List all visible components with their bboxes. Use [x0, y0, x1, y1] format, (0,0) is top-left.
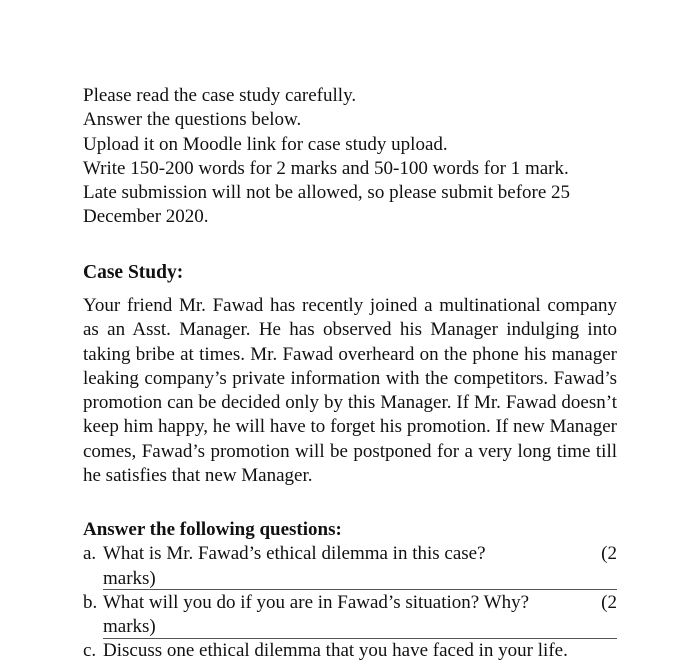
question-letter: a. [83, 543, 97, 565]
questions-section [83, 518, 617, 664]
question-marks-cont: marks) [103, 567, 156, 589]
questions-heading: Answer the following questions: [83, 519, 342, 540]
case-study-heading: Case Study: [83, 262, 184, 283]
question-text: Discuss one ethical dilemma that you have faced in your life. [103, 640, 568, 662]
question-marks: (2 [601, 543, 617, 565]
instruction-line: Late submission will not be allowed, so please submit before 25 [83, 182, 571, 204]
instruction-line: Upload it on Moodle link for case study upload. [83, 133, 448, 155]
question-b [83, 591, 617, 640]
question-a [83, 542, 617, 591]
instruction-line: Write 150-200 words for 2 marks and 50-100 words for 1 mark. [83, 157, 569, 179]
instruction-line: Please read the case study carefully. [83, 85, 357, 106]
instruction-line: Answer the questions below. [83, 109, 302, 131]
question-text: What is Mr. Fawad’s ethical dilemma in this case? [103, 543, 486, 565]
instruction-line: December 2020. [83, 206, 209, 228]
question-marks-cont: marks) [103, 616, 156, 638]
question-text: What will you do if you are in Fawad’s situation? Why? [103, 591, 530, 613]
question-letter: b. [83, 591, 98, 613]
question-marks: (2 [601, 591, 617, 613]
question-letter: c. [83, 640, 97, 662]
case-study-paragraph: Your friend Mr. Fawad has recently joined a multinational company as an Asst. Manager. He has observed his Manager indulging into taking bribe at times. Mr. Fawad overheard on the phone his manager leaking company’s private information with the competitors. Fawad’s promotion can be decided only by this Manager. If Mr. Fawad doesn’t keep him happy, he will have to forget his promotion. If new Manager comes, Fawad’s promotion will be postponed for a very long time till he satisfies that new Manager. [83, 295, 617, 487]
instructions-block [83, 84, 617, 230]
question-c [83, 639, 617, 663]
